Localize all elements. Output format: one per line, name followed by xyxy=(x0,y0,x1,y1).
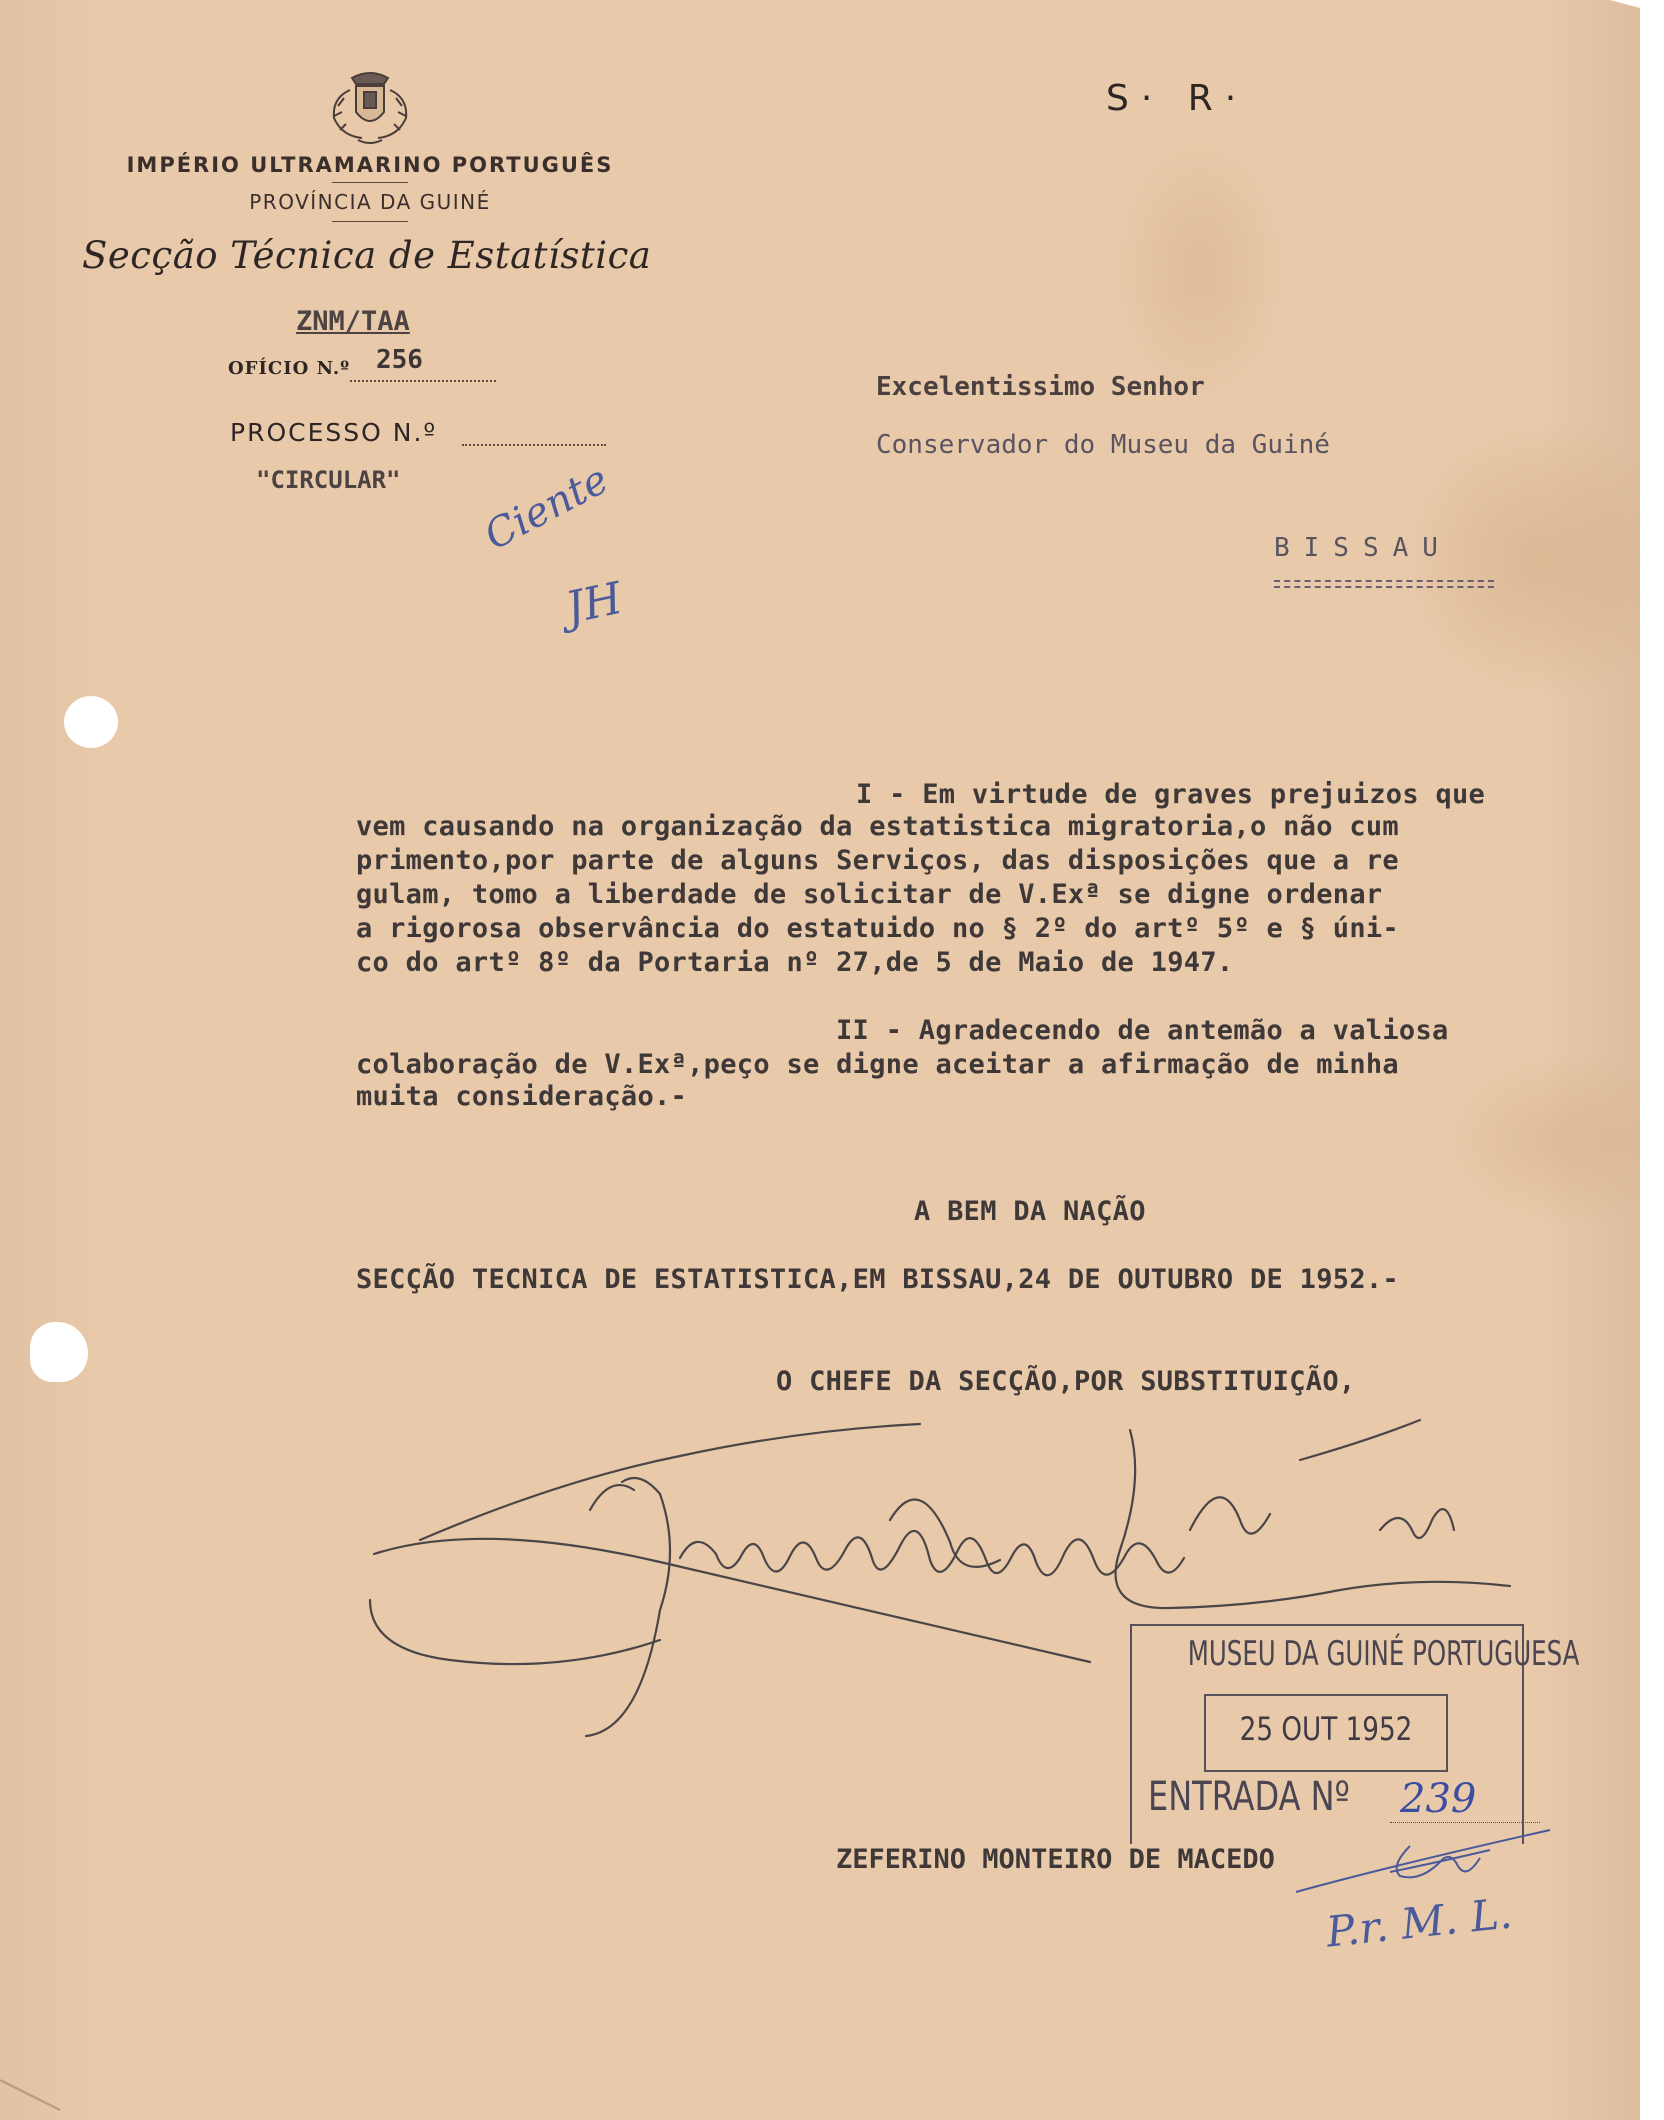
body-line: vem causando na organização da estatistica migratoria,o não cum xyxy=(356,811,1399,842)
processo-dotted-line xyxy=(462,444,606,446)
body-line: muita consideração.- xyxy=(356,1081,688,1112)
closing-place-date: SECÇÃO TECNICA DE ESTATISTICA,EM BISSAU,24 DE OUTUBRO DE 1952.- xyxy=(356,1264,1399,1295)
handwritten-annotation: Ciente xyxy=(477,456,616,560)
stamp-top-edge xyxy=(1130,1624,1524,1626)
handwritten-note: P.r. M. L. xyxy=(1323,1888,1515,1957)
handwritten-strikeout xyxy=(1290,1806,1570,1906)
letterhead-divider xyxy=(332,182,408,183)
body-line: gulam, tomo a liberdade de solicitar de V.Exª se digne ordenar xyxy=(356,879,1383,910)
stamp-entry-label: ENTRADA Nº xyxy=(1148,1774,1350,1820)
header-mark: S· R· xyxy=(1106,78,1249,119)
letterhead-section: Secção Técnica de Estatística xyxy=(82,234,652,277)
addressee-salutation: Excelentissimo Senhor xyxy=(876,372,1205,402)
body-line: II - Agradecendo de antemão a valiosa xyxy=(836,1015,1449,1046)
punch-hole-top xyxy=(64,696,118,748)
body-line: primento,por parte de alguns Serviços, das disposições que a re xyxy=(356,845,1399,876)
processo-label: PROCESSO N.º xyxy=(230,418,438,447)
oficio-number: 256 xyxy=(376,345,423,375)
circular-label: "CIRCULAR" xyxy=(256,466,401,494)
stamp-title: MUSEU DA GUINÉ PORTUGUESA xyxy=(1187,1634,1580,1674)
body-line: a rigorosa observância do estatuido no § 2º do artº 5º e § úni- xyxy=(356,913,1399,944)
punch-hole-bottom xyxy=(30,1322,88,1382)
stamp-date: 25 OUT 1952 xyxy=(1239,1710,1413,1748)
addressee-city-underline xyxy=(1274,580,1494,588)
reference-code: ZNM/TAA xyxy=(296,306,410,337)
body-line: co do artº 8º da Portaria nº 27,de 5 de Maio de 1947. xyxy=(356,947,1234,978)
letterhead-empire: IMPÉRIO ULTRAMARINO PORTUGUÊS xyxy=(126,153,614,177)
closing-role: O CHEFE DA SECÇÃO,POR SUBSTITUIÇÃO, xyxy=(776,1366,1356,1397)
addressee-title: Conservador do Museu da Guiné xyxy=(876,430,1330,460)
letterhead-province: PROVÍNCIA DA GUINÉ xyxy=(249,190,491,214)
oficio-dotted-line xyxy=(350,380,496,382)
stamp-entry-number: 239 xyxy=(1400,1776,1477,1822)
handwritten-initials: JH xyxy=(561,572,627,635)
coat-of-arms-icon xyxy=(322,68,418,148)
addressee-city: BISSAU xyxy=(1274,533,1452,563)
signatory-name: ZEFERINO MONTEIRO DE MACEDO xyxy=(836,1844,1275,1875)
letterhead-divider xyxy=(332,221,408,222)
oficio-label: OFÍCIO N.º xyxy=(228,358,351,379)
paper-corner-mark xyxy=(0,2040,80,2120)
body-line: I - Em virtude de graves prejuizos que xyxy=(856,779,1486,810)
body-line: colaboração de V.Exª,peço se digne aceitar a afirmação de minha xyxy=(356,1049,1399,1080)
closing-motto: A BEM DA NAÇÃO xyxy=(914,1196,1146,1227)
